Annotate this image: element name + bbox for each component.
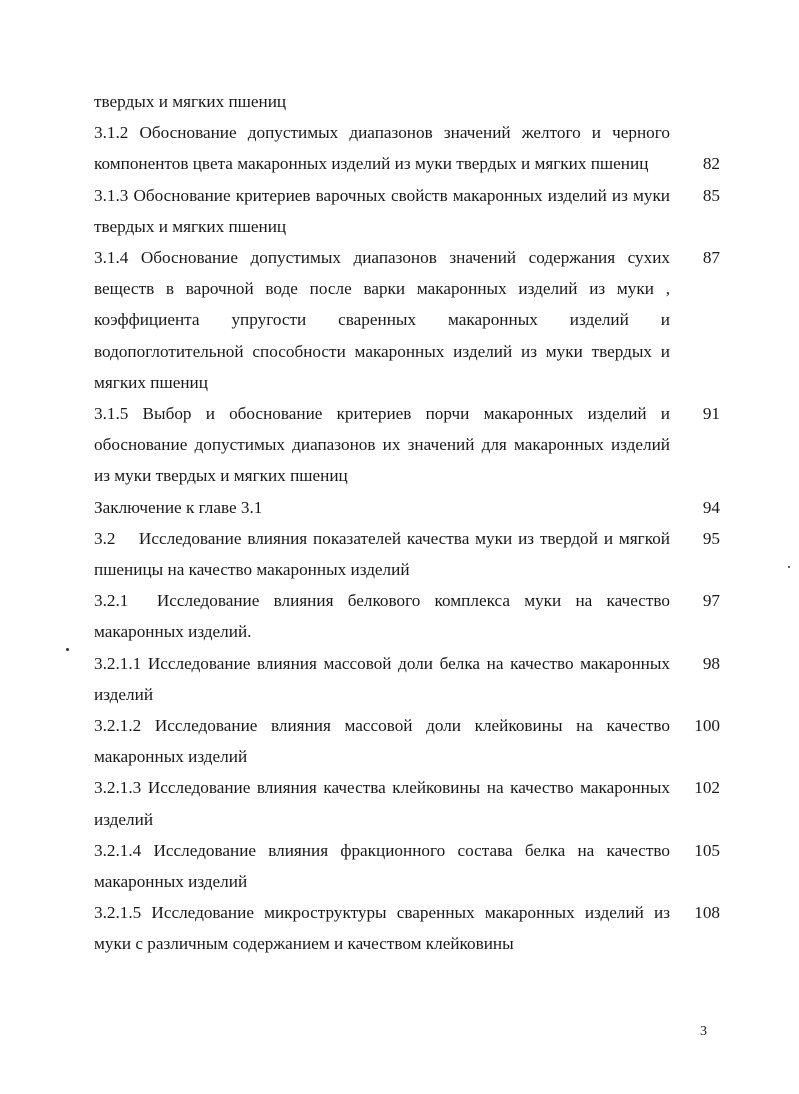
toc-entry (94, 648, 726, 710)
toc-entry (94, 117, 726, 179)
toc-entry (94, 835, 726, 897)
toc-entry-text: Заключение к главе 3.1 (94, 497, 263, 517)
toc-entry-page: 102 (694, 778, 720, 798)
toc-entry-text: 3.2 Исследование влияния показателей качества муки из твердой и мягкой пшеницы на качество макаронных изделий (94, 528, 675, 580)
toc-entry-page: 100 (694, 716, 720, 736)
toc-entry-text: 3.2.1.1 Исследование влияния массовой доли белка на качество макаронных изделий (94, 653, 670, 704)
toc-entry-text: 3.2.1.3 Исследование влияния качества клейковины на качество макаронных изделий (94, 778, 670, 829)
toc-entry-text: твердых и мягких пшениц (94, 92, 287, 111)
toc-entry-text: 3.2.1 Исследование влияния белкового комплекса муки на качество макаронных изделий. (94, 591, 675, 642)
page-number: 3 (700, 1024, 707, 1039)
toc-entry (94, 86, 726, 117)
toc-entry-page: 95 (702, 528, 720, 548)
toc-entry-text: 3.1.2 Обоснование допустимых диапазонов значений желтого и черного компонентов цвета макаронных изделий из муки твердых и мягких пшениц (94, 123, 670, 174)
toc-entry-text: 3.1.4 Обоснование допустимых диапазонов значений содержания сухих веществ в варочной воде после варки макаронных изделий из муки , коэффициента упругости сваренных макаронных изделий и водопоглотительной способности макаронных изделий из муки твердых и мягких пшениц (94, 248, 670, 392)
toc-entry-page: 105 (694, 840, 720, 860)
toc-entry-page: 97 (702, 591, 720, 611)
toc-entry (94, 492, 726, 523)
scan-speck (788, 566, 790, 568)
toc-entry-text: 3.2.1.2 Исследование влияния массовой доли клейковины на качество макаронных изделий (94, 716, 670, 767)
scan-speck (66, 648, 69, 651)
toc-entry-page: 82 (702, 154, 720, 174)
toc-entry (94, 398, 726, 492)
toc-entry-text: 3.1.3 Обоснование критериев варочных свойств макаронных изделий из муки твердых и мягких пшениц (94, 185, 670, 236)
toc-entry (94, 897, 726, 959)
toc-entry-page: 87 (702, 248, 720, 268)
toc-entry-text: 3.1.5 Выбор и обоснование критериев порчи макаронных изделий и обоснование допустимых диапазонов их значений для макаронных изделий из муки твердых и мягких пшениц (94, 404, 670, 486)
toc-entry (94, 772, 726, 834)
toc-entry (94, 242, 726, 398)
toc-entry-page: 94 (702, 497, 720, 517)
toc-entry (94, 710, 726, 772)
toc-entry (94, 585, 726, 647)
toc-entry-page: 85 (702, 185, 720, 205)
toc-entry (94, 523, 726, 585)
toc-entry-text: 3.2.1.4 Исследование влияния фракционного состава белка на качество макаронных изделий (94, 840, 670, 892)
table-of-contents (94, 86, 726, 960)
toc-entry-text: 3.2.1.5 Исследование микроструктуры сваренных макаронных изделий из муки с различным содержанием и качеством клейковины (94, 903, 670, 954)
toc-entry-page: 91 (702, 404, 720, 424)
toc-entry (94, 180, 726, 242)
toc-entry-page: 98 (702, 653, 720, 673)
toc-entry-page: 108 (694, 903, 720, 923)
